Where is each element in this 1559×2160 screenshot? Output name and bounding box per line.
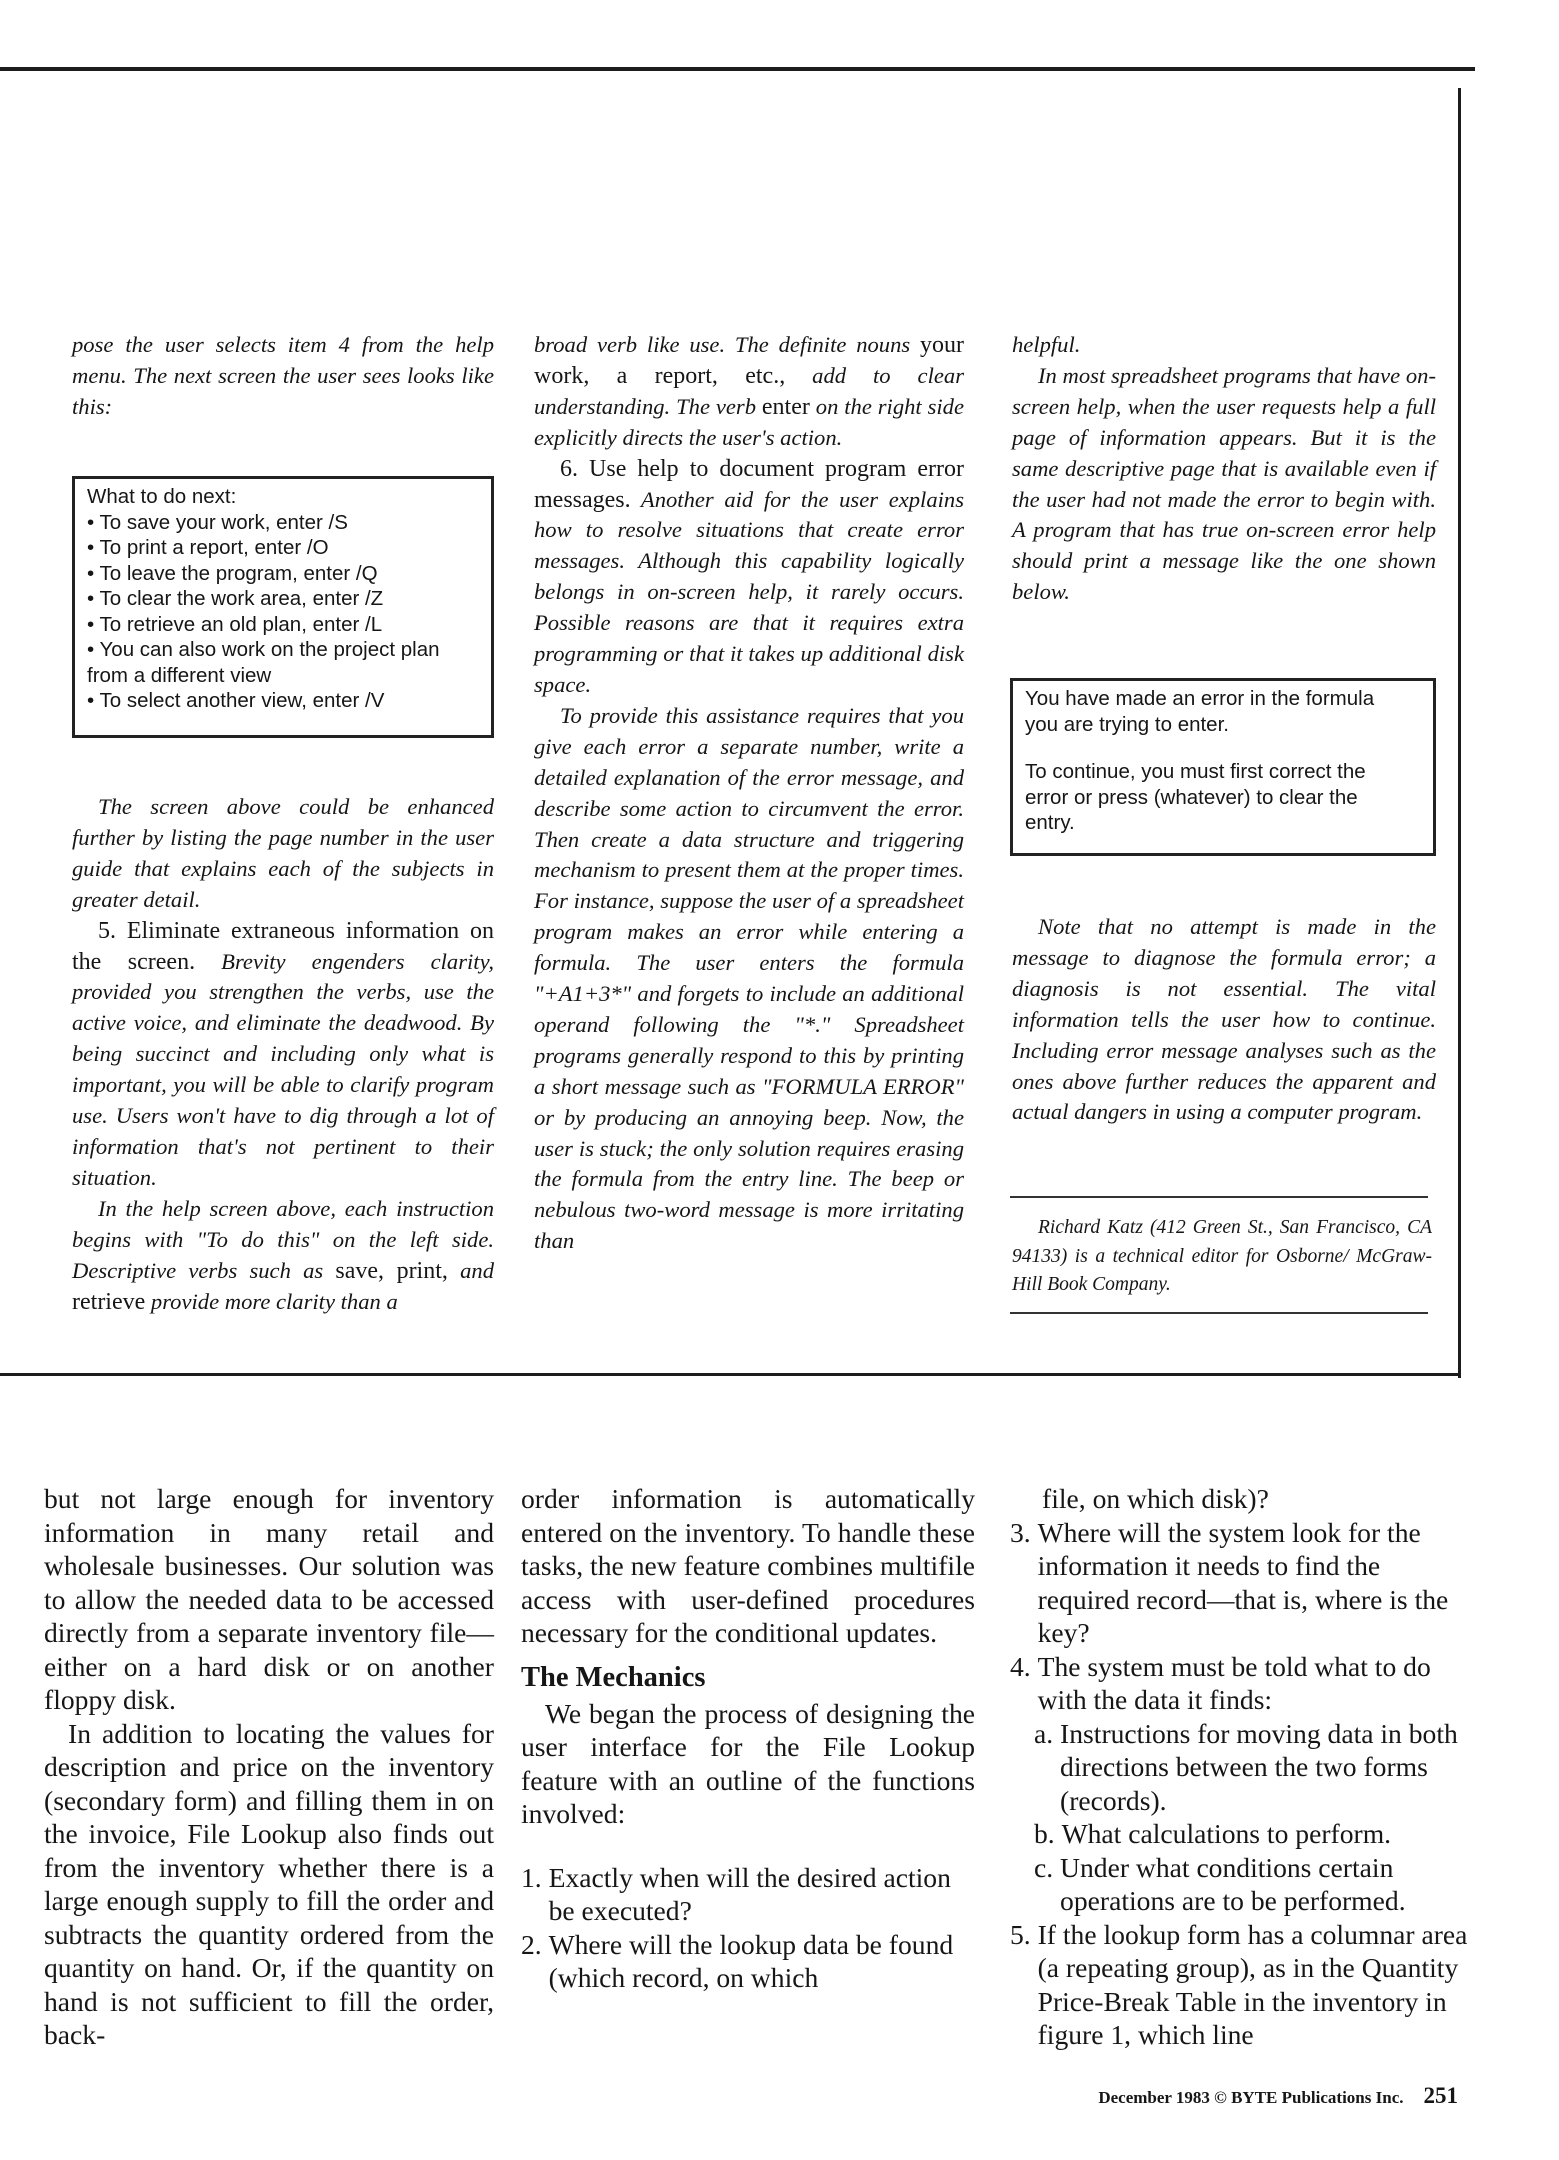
box-line: • To clear the work area, enter /Z	[87, 587, 384, 610]
sidebar-column-1	[72, 330, 494, 423]
help-menu-box	[72, 476, 494, 738]
list-item: 1. Exactly when will the desired action be executed?	[521, 1861, 951, 1926]
article-column-1	[44, 1482, 494, 2052]
sidebar-paragraph: pose the user selects item 4 from the help menu. The next screen the user sees looks like this:	[72, 332, 494, 419]
box-line: • To save your work, enter /S	[87, 510, 348, 534]
box-line: • To leave the program, enter /Q	[87, 561, 378, 585]
sidebar-paragraph: helpful.	[1012, 332, 1081, 357]
sidebar-column-1-lower	[72, 792, 494, 1317]
function-list-continued	[1010, 1516, 1468, 2052]
section-heading: The Mechanics	[521, 1661, 706, 1693]
list-subitem: a. Instructions for moving data in both directions between the two forms (records).	[1034, 1717, 1458, 1816]
article-paragraph: We began the process of designing the user interface for the File Lookup feature with an outline of the functions involved:	[521, 1697, 975, 1829]
function-list	[521, 1861, 975, 1995]
list-continuation: file, on which disk)?	[1042, 1483, 1269, 1514]
box-line: • To retrieve an old plan, enter /L	[87, 612, 383, 636]
sidebar-paragraph: 6. Use help to document program error messages. Another aid for the user explains how to resolve situations that create error messages. Although this capability logically belongs in on-screen help, it rarely occurs. Possible reasons are that it requires extra programming or that it takes up additional disk space.	[534, 455, 964, 697]
article-column-2	[521, 1482, 975, 1995]
box-line: you are trying to enter.	[1025, 712, 1229, 736]
list-item: 4. The system must be told what to do with the data it finds:	[1010, 1650, 1431, 1715]
sidebar-paragraph: broad verb like use. The definite nouns your work, a report, etc., add to clear understanding. The verb enter on the right side explicitly directs the user's action.	[534, 332, 964, 450]
article-paragraph: In addition to locating the values for description and price on the inventory (secondary form) and filling them in on the invoice, File Lookup also finds out from the inventory whether there is a large enough supply to fill the order and subtracts the quantity ordered from the quantity on hand. Or, if the quantity on hand is not sufficient to fill the order, back-	[44, 1717, 494, 2050]
sidebar-column-3	[1012, 330, 1436, 608]
list-item: 5. If the lookup form has a columnar area (a repeating group), as in the Quantity Price-Break Table in the inventory in figure 1, which line	[1010, 1918, 1468, 2050]
footer-credit: December 1983 © BYTE Publications Inc.	[1098, 2088, 1404, 2107]
list-subitem: c. Under what conditions certain operations are to be performed.	[1034, 1851, 1406, 1916]
list-item: 3. Where will the system look for the information it needs to find the required record—that is, where is the key?	[1010, 1516, 1449, 1648]
box-line: You have made an error in the formula	[1025, 687, 1375, 710]
author-byline: Richard Katz (412 Green St., San Francisco, CA 94133) is a technical editor for Osborne/ McGraw-Hill Book Company.	[1012, 1217, 1432, 1295]
article-paragraph: order information is automatically entered on the inventory. To handle these tasks, the new feature combines multifile access with user-defined procedures necessary for the conditional updates.	[521, 1483, 975, 1648]
byline-bottom-rule	[1010, 1312, 1428, 1314]
article-column-3	[1010, 1482, 1468, 2052]
sidebar-right-rule	[1458, 88, 1461, 1378]
box-line: from a different view	[87, 663, 272, 687]
sidebar-paragraph: In the help screen above, each instruction begins with "To do this" on the left side. Descriptive verbs such as save, print, and retrieve provide more clarity than a	[72, 1195, 494, 1315]
sidebar-paragraph: The screen above could be enhanced further by listing the page number in the user guide that explains each of the subjects in greater detail.	[72, 794, 494, 912]
box-line: • To print a report, enter /O	[87, 536, 329, 559]
error-message-box	[1010, 678, 1436, 856]
list-subitem: b. What calculations to perform.	[1034, 1818, 1392, 1849]
sidebar-column-3-lower	[1012, 912, 1436, 1128]
sidebar-paragraph: Note that no attempt is made in the message to diagnose the formula error; a diagnosis is not essential. The vital information tells the user how to continue. Including error message analyses such as the ones above further reduces the apparent and actual dangers in using a computer program.	[1012, 914, 1436, 1125]
sidebar-paragraph: To provide this assistance requires that you give each error a separate number, write a detailed explanation of the error message, and describe some action to circumvent the error. Then create a data structure and triggering mechanism to present them at the proper times. For instance, suppose the user of a spreadsheet program makes an error while entering a formula. The user enters the formula "+A1+3*" and forgets to include an additional operand following the "*." Spreadsheet programs generally respond to this by printing a short message such as "FORMULA ERROR" or by producing an annoying beep. Now, the user is stuck; the only solution requires erasing the formula from the entry line. The beep or nebulous two-word message is more irritating than	[534, 702, 964, 1254]
box-line: To continue, you must first correct the	[1025, 760, 1366, 783]
list-item: 2. Where will the lookup data be found (which record, on which	[521, 1928, 954, 1993]
box-line: error or press (whatever) to clear the	[1025, 785, 1358, 809]
sidebar-paragraph: 5. Eliminate extraneous information on the screen. Brevity engenders clarity, provided you strengthen the verbs, use the active voice, and eliminate the deadwood. By being succinct and including only what is important, you will be able to clarify program use. Users won't have to dig through a lot of information that's not pertinent to their situation.	[72, 917, 494, 1190]
box-line: • You can also work on the project plan	[87, 638, 440, 661]
top-rule	[0, 67, 1475, 71]
sidebar-paragraph: In most spreadsheet programs that have on-screen help, when the user requests help a full page of information appears. But it is the same descriptive page that is available even if the user had not made the error to begin with. A program that has true on-screen error help should print a message like the one shown below.	[1012, 362, 1436, 605]
byline-top-rule	[1010, 1196, 1428, 1198]
article-paragraph: but not large enough for inventory information in many retail and wholesale businesses. Our solution was to allow the needed data to be accessed directly from a separate inventory file—either on a hard disk or on another floppy disk.	[44, 1483, 494, 1715]
sidebar-column-2	[534, 330, 964, 1257]
box-line: • To select another view, enter /V	[87, 689, 385, 712]
sidebar-bottom-rule	[0, 1373, 1461, 1376]
page-number: 251	[1423, 2083, 1458, 2108]
page-footer	[1098, 2083, 1458, 2109]
box-line: What to do next:	[87, 485, 237, 508]
box-line: entry.	[1025, 811, 1075, 834]
